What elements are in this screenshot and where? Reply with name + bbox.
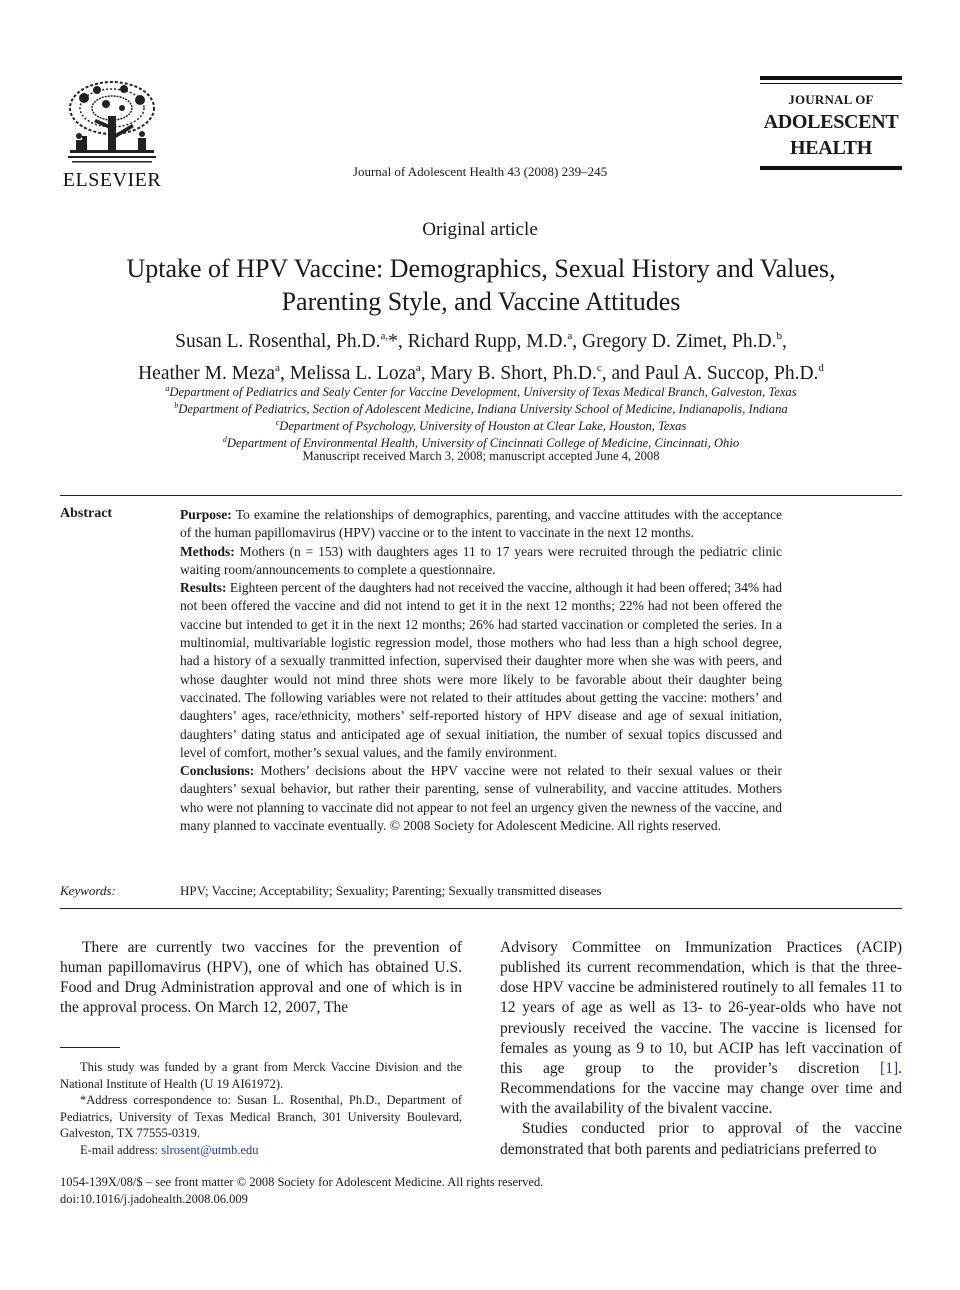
author-separator: ,	[781, 331, 787, 352]
author-name: Heather M. Meza	[138, 363, 276, 384]
affiliation-key: c	[275, 418, 280, 427]
masthead-line1: JOURNAL OF	[788, 92, 874, 107]
keywords-text: HPV; Vaccine; Acceptability; Sexuality; Parenting; Sexually transmitted diseases	[180, 883, 602, 898]
author-name: Melissa L. Loza	[289, 363, 416, 384]
masthead-rule-top	[760, 76, 902, 80]
abstract-top-rule	[60, 495, 902, 496]
footnote-funding: This study was funded by a grant from Merck Vaccine Division and the National Institute of Health (U 19 AI61972).	[60, 1060, 462, 1091]
doi-line: doi:10.1016/j.jadohealth.2008.06.009	[60, 1192, 248, 1206]
author-separator: ,	[279, 363, 290, 384]
author-affiliation-mark: a	[275, 362, 280, 374]
abstract-label: Abstract	[60, 506, 113, 521]
email-label: E-mail address:	[80, 1142, 159, 1157]
article-type: Original article	[422, 219, 538, 240]
affiliation-text: Department of Environmental Health, University of Cincinnati College of Medicine, Cincinnati, Ohio	[226, 436, 740, 450]
author-affiliation-mark: b	[776, 330, 782, 342]
author-name: Mary B. Short, Ph.D.	[430, 363, 597, 384]
masthead-line2: ADOLESCENT	[763, 111, 899, 133]
body-paragraph: Studies conducted prior to approval of the vaccine demonstrated that both parents and pediatricians preferred to	[500, 1120, 902, 1158]
author-affiliation-mark: a	[415, 362, 421, 374]
author-separator: ,	[572, 331, 583, 352]
abstract-results	[180, 579, 782, 762]
author-separator: ,	[397, 331, 408, 352]
reference-link[interactable]: [1]	[880, 1059, 899, 1077]
author-list	[60, 323, 902, 387]
author-line	[60, 323, 902, 355]
footnote-rule	[60, 1047, 120, 1048]
affiliation-key: a	[165, 384, 170, 393]
author-name: Gregory D. Zimet, Ph.D.	[582, 331, 777, 352]
journal-masthead	[760, 76, 902, 170]
results-label: Results:	[180, 580, 227, 596]
conclusions-label: Conclusions:	[180, 763, 255, 779]
publisher-logo	[58, 78, 166, 190]
affiliation-text: Department of Pediatrics and Sealy Center for Vaccine Development, University of Texas Medical Branch, Galveston, Texas	[169, 385, 797, 399]
author-affiliation-mark: a,	[380, 330, 389, 342]
purpose-label: Purpose:	[180, 507, 232, 522]
title-line: Parenting Style, and Vaccine Attitudes	[281, 287, 681, 316]
author-affiliation-mark: c	[596, 362, 602, 374]
body-column-left	[60, 938, 462, 1019]
author-affiliation-mark: d	[818, 362, 824, 374]
title-line: Uptake of HPV Vaccine: Demographics, Sexual History and Values,	[126, 254, 836, 283]
affiliation-text: Department of Pediatrics, Section of Adolescent Medicine, Indiana University School of Medicine, Indianapolis, Indiana	[178, 402, 788, 416]
abstract-conclusions	[180, 762, 782, 835]
bottom-meta	[60, 1174, 543, 1208]
footnote-email	[60, 1142, 462, 1159]
manuscript-dates: Manuscript received March 3, 2008; manuscript accepted June 4, 2008	[302, 449, 660, 463]
results-text: Eighteen percent of the daughters had not received the vaccine, although it had been offered; 34% had not been offered the vaccine and did not intend to get it in the next 12 months; 22% had not been offered the vaccine but intended to get it in the next 12 months; 26% had started vaccination or completed the series. In a multinomial, multivariable logistic regression model, those mothers who had less than a high school degree, had a history of a sexually tranmitted infection, supervised their daughter more when she was with peers, and whose daughter would not mind three shots were more likely to be favorable about their daughter being vaccinated. The following variables were not related to their attitudes about getting the vaccine: mothers’ and daughters’ ages, race/ethnicity, mothers’ self-reported history of HPV disease and age of sexual initiation, daughters’ dating status and anticipated age of sexual initiation, the number of sexual topics discussed and level of comfort, mother’s sexual values, and the family environment.	[180, 580, 783, 760]
keywords-label: Keywords:	[60, 883, 116, 898]
conclusions-text: Mothers’ decisions about the HPV vaccine were not related to their sexual values or their daughters’ sexual behavior, but rather their parenting, sense of vulnerability, and vaccine attitudes. Mothers who were not planning to vaccinate did not appear to not feel an urgency given the newness of the vaccine, and many planned to vaccinate eventually. © 2008 Society for Adolescent Medicine. All rights reserved.	[180, 763, 782, 834]
masthead-rule-bottom	[760, 166, 902, 170]
author-separator: ,	[420, 363, 431, 384]
publisher-name: ELSEVIER	[62, 169, 162, 191]
masthead-rule-thin	[760, 83, 902, 84]
methods-label: Methods:	[180, 543, 235, 559]
abstract-purpose	[180, 506, 782, 543]
paragraph-text: Advisory Committee on Immunization Practices (ACIP) published its current recommendation, which is that the three-dose HPV vaccine be administered routinely to all females 11 to 12 years of age as well as 13- to 26-year-olds who have not previously received the vaccine. The vaccine is licensed for females as young as 9 to 10, but ACIP has left vaccination of this age group to the provider’s discretion	[500, 939, 902, 1077]
author-affiliation-mark: a	[567, 330, 573, 342]
abstract-body	[180, 506, 782, 835]
body-paragraph: There are currently two vaccines for the prevention of human papillomavirus (HPV), one of which has obtained U.S. Food and Drug Administration approval and one of which is in the approval process. On March 12, 2007, The	[60, 939, 462, 1017]
journal-citation: Journal of Adolescent Health 43 (2008) 239–245	[352, 164, 608, 179]
body-column-right	[500, 938, 902, 1160]
email-link[interactable]: slrosent@utmb.edu	[161, 1142, 259, 1157]
paragraph-text: . Recommendations for the vaccine may change over time and with the availability of the bivalent vaccine.	[500, 1059, 902, 1118]
author-name: Susan L. Rosenthal, Ph.D.	[175, 331, 381, 352]
article-title	[60, 252, 902, 318]
author-name: Paul A. Succop, Ph.D.	[644, 363, 819, 384]
affiliation-text: Department of Psychology, University of Houston at Clear Lake, Houston, Texas	[279, 419, 687, 433]
elsevier-tree-icon	[62, 78, 162, 168]
methods-text: Mothers (n = 153) with daughters ages 11 to 17 years were recruited through the pediatric clinic waiting room/announcements to complete a questionnaire.	[180, 543, 783, 577]
author-name: Richard Rupp, M.D.	[407, 331, 568, 352]
footnotes	[60, 1059, 462, 1158]
affiliation-key: b	[174, 401, 179, 410]
issn-line: 1054-139X/08/$ – see front matter © 2008 Society for Adolescent Medicine. All rights reserved.	[60, 1175, 544, 1189]
corresponding-author-mark: *	[388, 331, 398, 352]
abstract-bottom-rule	[60, 908, 902, 909]
author-separator: , and	[601, 363, 645, 384]
purpose-text: To examine the relationships of demographics, parenting, and vaccine attitudes with the acceptance of the human papillomavirus (HPV) vaccine or to the intent to vaccinate in the next 12 months.	[180, 507, 783, 541]
body-paragraph	[500, 938, 902, 1119]
abstract-methods	[180, 543, 782, 580]
footnote-correspondence: *Address correspondence to: Susan L. Rosenthal, Ph.D., Department of Pediatrics, University of Texas Medical Branch, 301 University Boulevard, Galveston, TX 77555-0319.	[60, 1093, 462, 1140]
masthead-line3: HEALTH	[790, 137, 872, 159]
affiliation-key: d	[222, 435, 227, 444]
